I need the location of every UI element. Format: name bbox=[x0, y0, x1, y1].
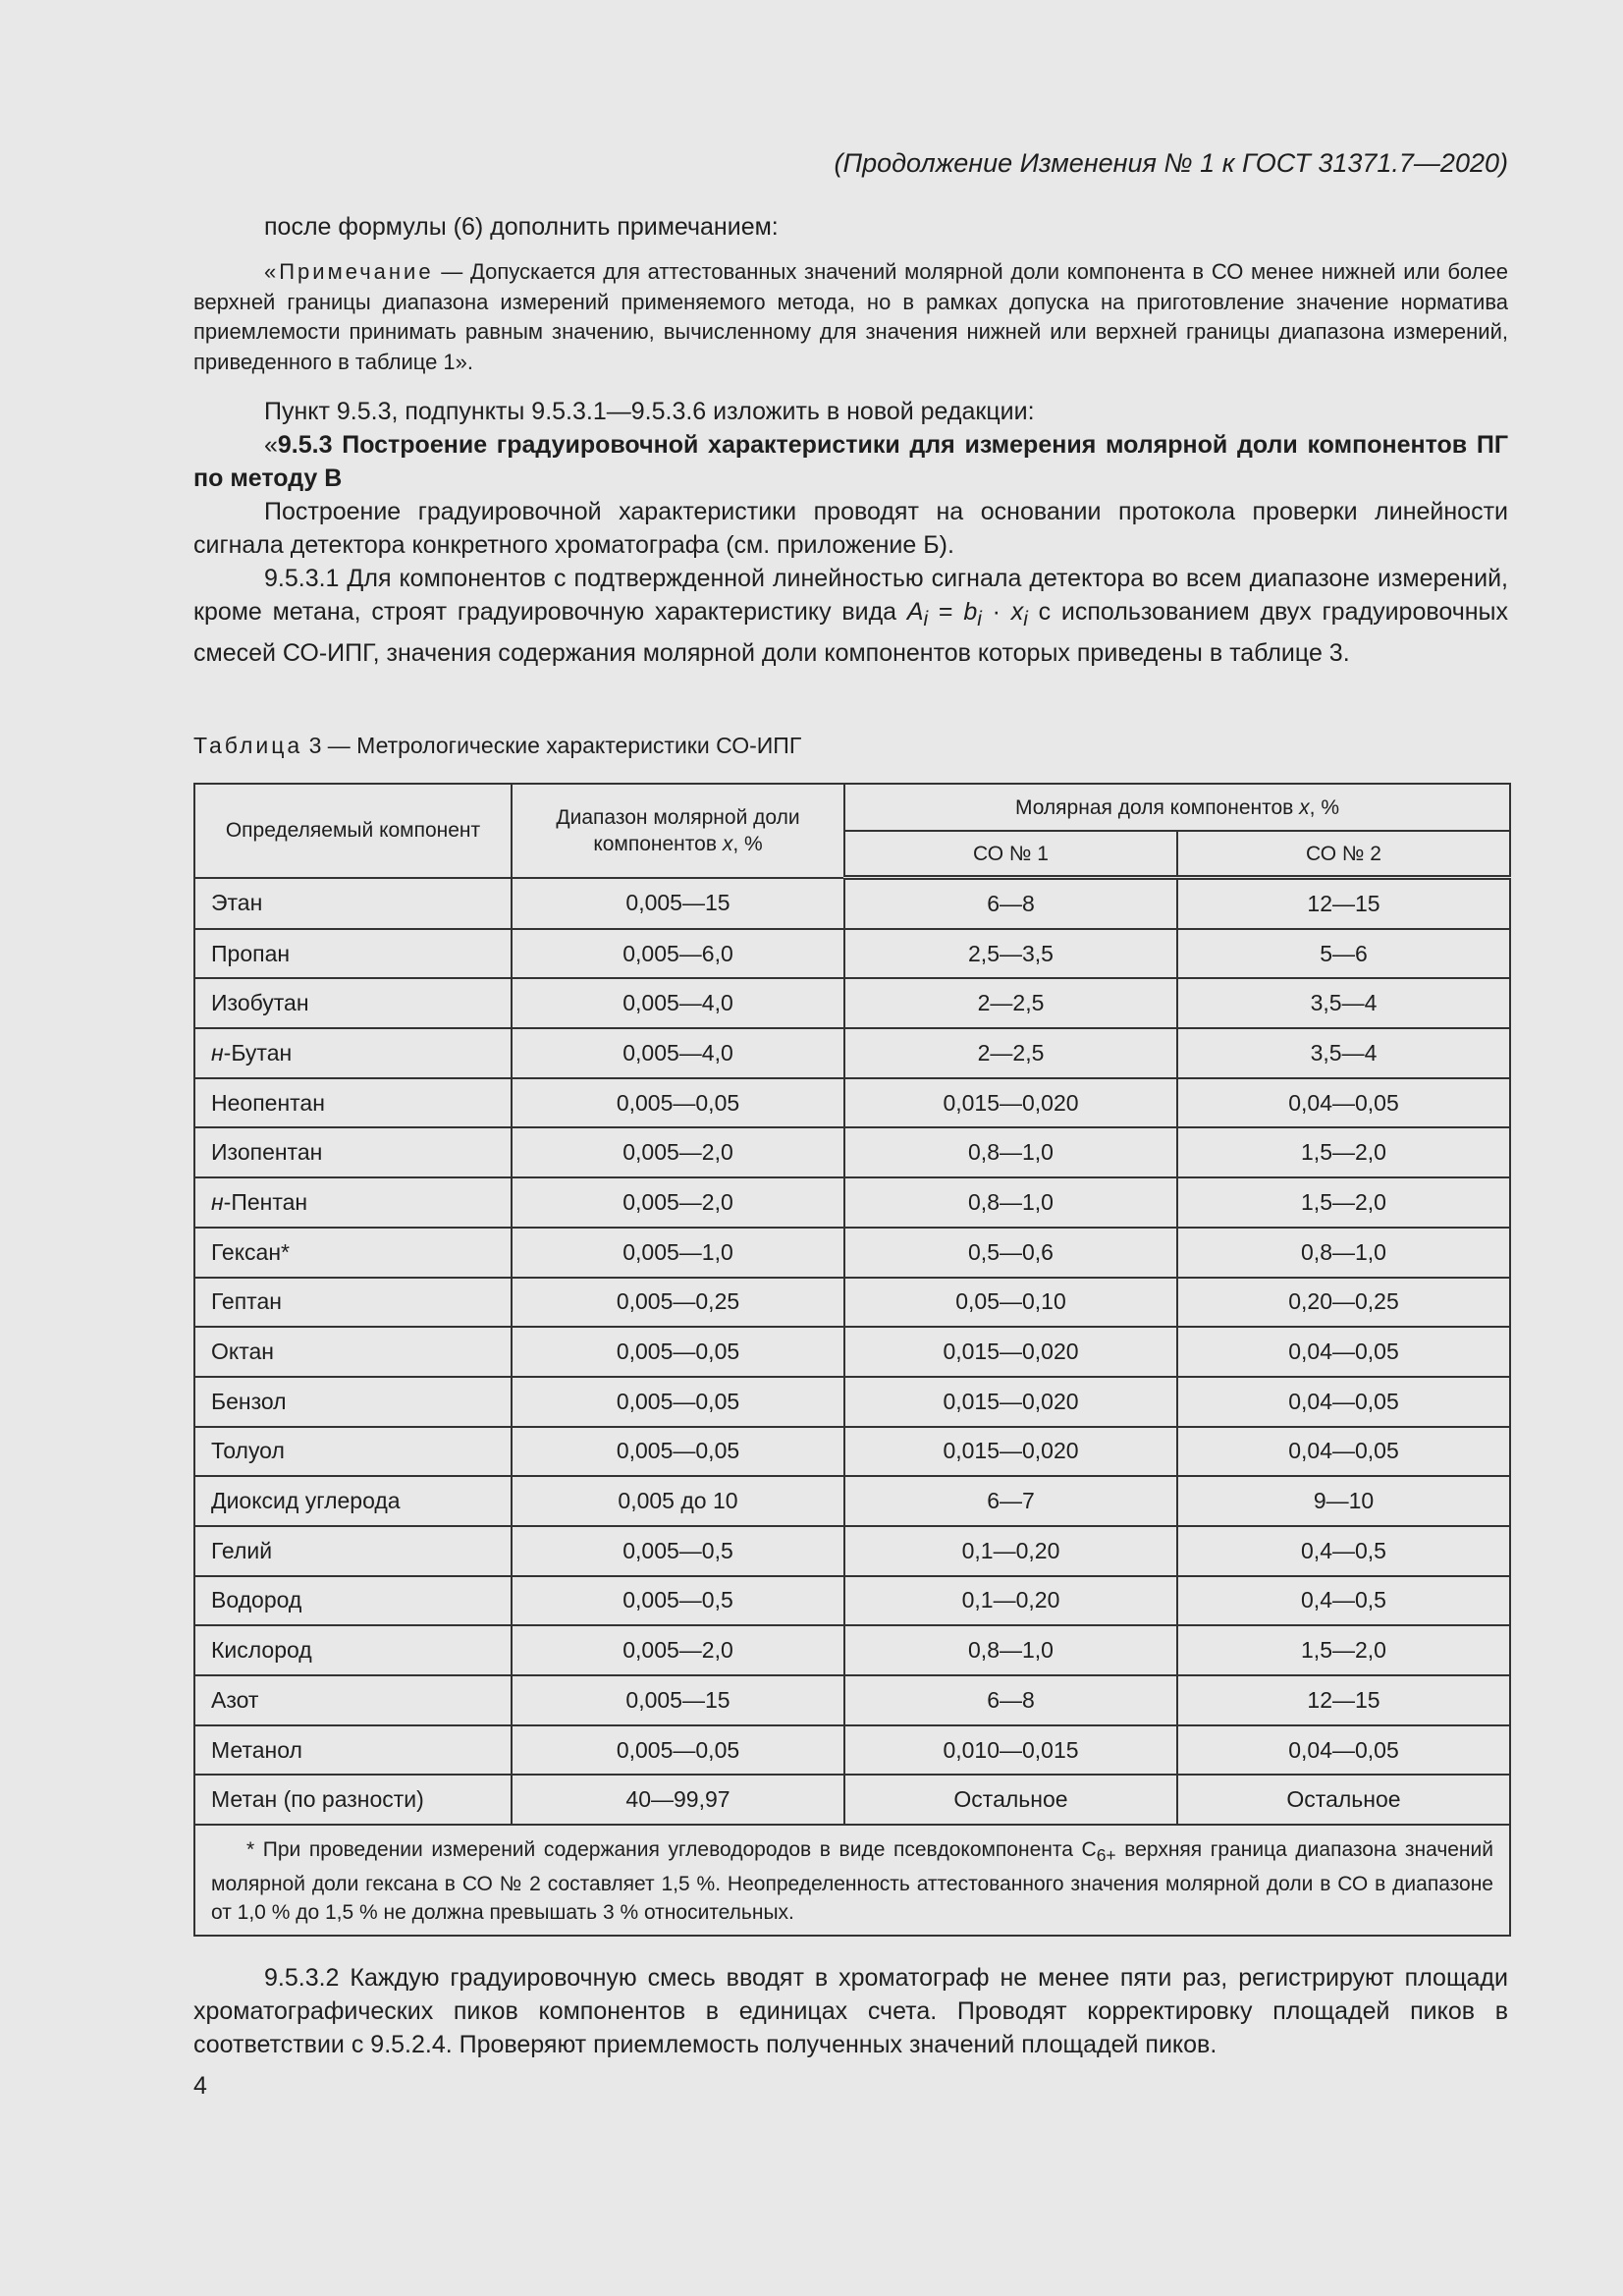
cell-co2: 3,5—4 bbox=[1177, 978, 1510, 1028]
table-row bbox=[194, 1625, 1510, 1675]
cell-range: 0,005—15 bbox=[512, 878, 844, 929]
cell-component: Диоксид углерода bbox=[194, 1476, 512, 1526]
intro-paragraph: после формулы (6) дополнить примечанием: bbox=[264, 213, 779, 241]
heading-quote: « bbox=[264, 431, 278, 459]
table-row bbox=[194, 1427, 1510, 1477]
cell-range: 0,005—2,0 bbox=[512, 1127, 844, 1177]
cell-co1: 0,1—0,20 bbox=[844, 1576, 1177, 1626]
cell-co1: 0,5—0,6 bbox=[844, 1228, 1177, 1278]
col-header-component: Определяемый компонент bbox=[194, 784, 512, 878]
cell-component: Изобутан bbox=[194, 978, 512, 1028]
cell-range: 0,005—0,05 bbox=[512, 1327, 844, 1377]
cell-co1: 2—2,5 bbox=[844, 1028, 1177, 1078]
cell-range: 40—99,97 bbox=[512, 1775, 844, 1825]
table-row bbox=[194, 1526, 1510, 1576]
cell-co2: 1,5—2,0 bbox=[1177, 1127, 1510, 1177]
cell-co2: 1,5—2,0 bbox=[1177, 1177, 1510, 1228]
body-block bbox=[193, 395, 1508, 670]
cell-range: 0,005—1,0 bbox=[512, 1228, 844, 1278]
cell-component: Водород bbox=[194, 1576, 512, 1626]
cell-range: 0,005—2,0 bbox=[512, 1625, 844, 1675]
table-row bbox=[194, 1775, 1510, 1825]
caption-label: Таблица bbox=[193, 733, 303, 758]
cell-co2: 0,8—1,0 bbox=[1177, 1228, 1510, 1278]
cell-range: 0,005—0,25 bbox=[512, 1278, 844, 1328]
build-paragraph: Построение градуировочной характеристики проводят на основании протокола проверки линейности сигнала детектора конкретного хроматографа (см. приложение Б). bbox=[193, 498, 1508, 559]
table-row bbox=[194, 1228, 1510, 1278]
cell-range: 0,005—15 bbox=[512, 1675, 844, 1725]
footnote-sub: 6+ bbox=[1096, 1845, 1116, 1866]
note-block bbox=[193, 257, 1508, 377]
cell-component: Пропан bbox=[194, 929, 512, 979]
p9531-before: 9.5.3.1 Для компонентов с подтвержденной линейностью сигнала детектора во всем диапазоне измерений, кроме метана, строят градуировочную характеристику вида bbox=[193, 565, 1508, 626]
paragraph-9531 bbox=[193, 562, 1508, 670]
cell-co2: 0,04—0,05 bbox=[1177, 1078, 1510, 1128]
cell-component: Неопентан bbox=[194, 1078, 512, 1128]
cell-component: Октан bbox=[194, 1327, 512, 1377]
col-header-range: Диапазон молярной доли компонентов x, % bbox=[512, 784, 844, 878]
footnote-before: * При проведении измерений содержания углеводородов в виде псевдокомпонента С bbox=[246, 1838, 1097, 1862]
cell-co2: 3,5—4 bbox=[1177, 1028, 1510, 1078]
cell-co1: 0,8—1,0 bbox=[844, 1625, 1177, 1675]
table-row bbox=[194, 1028, 1510, 1078]
cell-co1: 0,015—0,020 bbox=[844, 1327, 1177, 1377]
table-row bbox=[194, 1177, 1510, 1228]
formula-b-part bbox=[963, 598, 982, 630]
formula-x: x bbox=[1010, 598, 1024, 626]
cell-co2: 1,5—2,0 bbox=[1177, 1625, 1510, 1675]
cell-co2: 12—15 bbox=[1177, 878, 1510, 929]
cell-co2: Остальное bbox=[1177, 1775, 1510, 1825]
cell-co1: Остальное bbox=[844, 1775, 1177, 1825]
formula-b: b bbox=[963, 598, 978, 626]
col-header-co2: СО № 2 bbox=[1177, 831, 1510, 878]
table-row bbox=[194, 1725, 1510, 1776]
cell-co1: 0,8—1,0 bbox=[844, 1127, 1177, 1177]
formula-eq: = bbox=[928, 598, 964, 626]
cell-co1: 0,010—0,015 bbox=[844, 1725, 1177, 1776]
formula-a: A bbox=[906, 598, 924, 626]
note-label: «Примечание bbox=[264, 259, 434, 284]
table-row bbox=[194, 1278, 1510, 1328]
cell-range: 0,005—0,05 bbox=[512, 1725, 844, 1776]
point-paragraph: Пункт 9.5.3, подпункты 9.5.3.1—9.5.3.6 изложить в новой редакции: bbox=[264, 398, 1035, 425]
cell-component: Гептан bbox=[194, 1278, 512, 1328]
formula-sub-i: i bbox=[1023, 608, 1028, 630]
cell-co2: 0,04—0,05 bbox=[1177, 1377, 1510, 1427]
cell-range: 0,005—4,0 bbox=[512, 1028, 844, 1078]
cell-component: Толуол bbox=[194, 1427, 512, 1477]
metrology-table bbox=[193, 783, 1511, 1937]
cell-co1: 2,5—3,5 bbox=[844, 929, 1177, 979]
table-row bbox=[194, 1576, 1510, 1626]
cell-co1: 0,015—0,020 bbox=[844, 1377, 1177, 1427]
cell-co1: 0,05—0,10 bbox=[844, 1278, 1177, 1328]
cell-co1: 6—8 bbox=[844, 1675, 1177, 1725]
table-row bbox=[194, 1675, 1510, 1725]
formula-sub-i: i bbox=[977, 608, 982, 630]
cell-component: н-Бутан bbox=[194, 1028, 512, 1078]
cell-component: Азот bbox=[194, 1675, 512, 1725]
table-row bbox=[194, 1476, 1510, 1526]
table-row bbox=[194, 1127, 1510, 1177]
cell-co2: 12—15 bbox=[1177, 1675, 1510, 1725]
section-heading bbox=[193, 428, 1508, 495]
formula-x-part bbox=[1010, 598, 1028, 630]
p9531-after: с использованием двух градуировочных смесей СО-ИПГ, значения содержания молярной доли компонентов которых приведены в таблице 3. bbox=[193, 598, 1508, 667]
cell-co1: 0,1—0,20 bbox=[844, 1526, 1177, 1576]
cell-range: 0,005—0,5 bbox=[512, 1576, 844, 1626]
table-row bbox=[194, 929, 1510, 979]
formula bbox=[906, 598, 929, 630]
col-header-fraction: Молярная доля компонентов x, % bbox=[844, 784, 1510, 831]
running-header: (Продолжение Изменения № 1 к ГОСТ 31371.7—2020) bbox=[834, 148, 1508, 178]
cell-range: 0,005—0,05 bbox=[512, 1377, 844, 1427]
page-number: 4 bbox=[193, 2072, 207, 2100]
cell-range: 0,005—0,05 bbox=[512, 1427, 844, 1477]
cell-component: Бензол bbox=[194, 1377, 512, 1427]
table-row bbox=[194, 1078, 1510, 1128]
paragraph-9532: 9.5.3.2 Каждую градуировочную смесь вводят в хроматограф не менее пяти раз, регистрируют площади хроматографических пиков компонентов в единицах счета. Проводят корректировку площадей пиков в соответствии с 9.5.2.4. Проверяют приемлемость полученных значений площадей пиков. bbox=[193, 1964, 1508, 2058]
cell-range: 0,005—6,0 bbox=[512, 929, 844, 979]
cell-co2: 0,04—0,05 bbox=[1177, 1427, 1510, 1477]
cell-co2: 9—10 bbox=[1177, 1476, 1510, 1526]
formula-sub-i: i bbox=[923, 608, 929, 630]
cell-co2: 5—6 bbox=[1177, 929, 1510, 979]
cell-co2: 0,04—0,05 bbox=[1177, 1725, 1510, 1776]
cell-co1: 6—8 bbox=[844, 878, 1177, 929]
cell-co2: 0,04—0,05 bbox=[1177, 1327, 1510, 1377]
cell-co2: 0,20—0,25 bbox=[1177, 1278, 1510, 1328]
cell-co1: 2—2,5 bbox=[844, 978, 1177, 1028]
cell-co1: 0,015—0,020 bbox=[844, 1078, 1177, 1128]
table-row bbox=[194, 1377, 1510, 1427]
cell-co1: 6—7 bbox=[844, 1476, 1177, 1526]
cell-range: 0,005—4,0 bbox=[512, 978, 844, 1028]
table-row bbox=[194, 878, 1510, 929]
table-caption bbox=[193, 731, 801, 760]
cell-component: Изопентан bbox=[194, 1127, 512, 1177]
table-row bbox=[194, 1327, 1510, 1377]
cell-component: Гелий bbox=[194, 1526, 512, 1576]
cell-co2: 0,4—0,5 bbox=[1177, 1526, 1510, 1576]
cell-component: Этан bbox=[194, 878, 512, 929]
cell-component: Метанол bbox=[194, 1725, 512, 1776]
cell-range: 0,005—0,5 bbox=[512, 1526, 844, 1576]
caption-text: 3 — Метрологические характеристики СО-ИПГ bbox=[302, 733, 802, 758]
note-paragraph bbox=[193, 257, 1508, 377]
cell-component: н-Пентан bbox=[194, 1177, 512, 1228]
intro-block bbox=[193, 210, 1508, 244]
cell-range: 0,005—0,05 bbox=[512, 1078, 844, 1128]
cell-co1: 0,015—0,020 bbox=[844, 1427, 1177, 1477]
footnote-after: верхняя граница диапазона значений молярной доли гексана в СО № 2 составляет 1,5 %. Неопределенность аттестованного значения молярной доли в СО в диапазоне от 1,0 % до 1,5 % не должна превышать 3 % относительных. bbox=[211, 1838, 1493, 1925]
note-text: — Допускается для аттестованных значений молярной доли компонента в СО менее нижней или более верхней границы диапазона измерений применяемого метода, но в рамках допуска на приготовление значение норматива приемлемости принимать равным значению, вычисленному для значения нижней или верхней границы диапазона измерений, приведенного в таблице 1». bbox=[193, 259, 1508, 374]
formula-dot: · bbox=[981, 598, 1011, 626]
table-footnote bbox=[194, 1825, 1510, 1936]
cell-range: 0,005—2,0 bbox=[512, 1177, 844, 1228]
col-header-co1: СО № 1 bbox=[844, 831, 1177, 878]
cell-component: Гексан* bbox=[194, 1228, 512, 1278]
cell-co1: 0,8—1,0 bbox=[844, 1177, 1177, 1228]
heading-text: 9.5.3 Построение градуировочной характеристики для измерения молярной доли компонентов ПГ по методу В bbox=[193, 431, 1508, 492]
closing-block bbox=[193, 1961, 1508, 2061]
cell-component: Кислород bbox=[194, 1625, 512, 1675]
cell-component: Метан (по разности) bbox=[194, 1775, 512, 1825]
cell-co2: 0,4—0,5 bbox=[1177, 1576, 1510, 1626]
cell-range: 0,005 до 10 bbox=[512, 1476, 844, 1526]
table-row bbox=[194, 978, 1510, 1028]
